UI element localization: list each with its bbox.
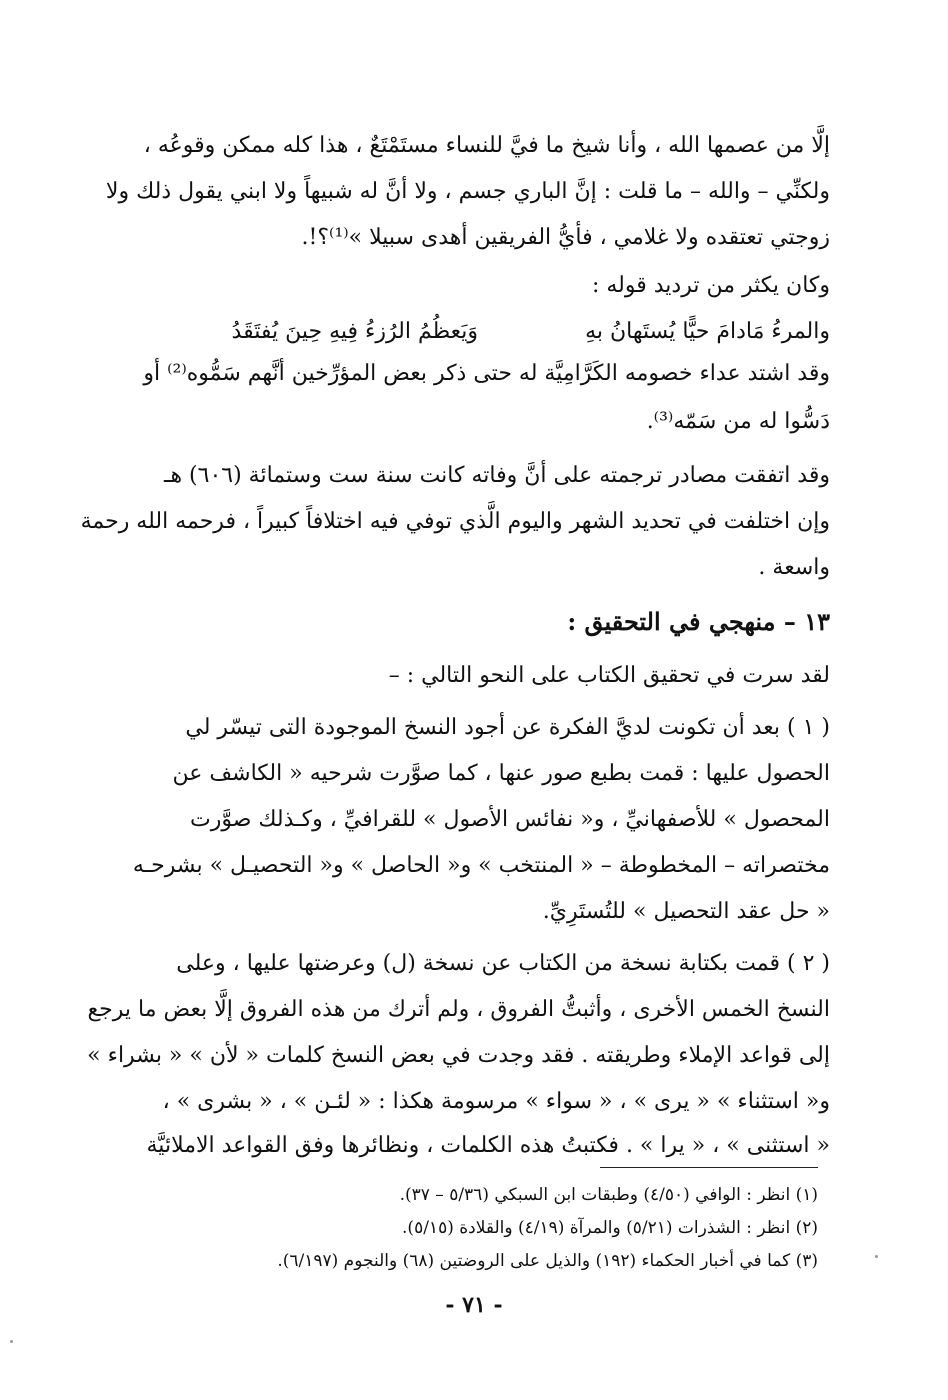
item2-line: ( ٢ ) قمت بكتابة نسخة من الكتاب عن نسخة (ل) وعرضتها عليها ، وعلى <box>176 951 830 976</box>
body-line: وإن اختلفت في تحديد الشهر واليوم الَّذي توفي فيه اختلافاً كبيراً ، فرحمه الله رحمة <box>80 509 830 534</box>
body-line: زوجتي تعتقده ولا غلامي ، فأيُّ الفريقين أهدى سبيلا »⁽¹⁾؟!. <box>301 225 830 250</box>
body-line: واسعة . <box>758 555 830 580</box>
page-number: - ٧١ - <box>445 1292 503 1318</box>
body-line: إلَّا من عصمها الله ، وأنا شيخ ما فيَّ للنساء مستَمْتَعٌ ، هذا كله ممكن وقوعُه ، <box>143 133 830 158</box>
item2-line: و« استثناء » « يرى » ، « سواء » مرسومة هكذا : « لئـن » ، « بشرى » ، <box>162 1089 830 1114</box>
item2-line: « استثنى » ، « يرا » . فكتبتُ هذه الكلمات ، ونظائرها وفق القواعد الاملائيَّة <box>146 1133 830 1158</box>
verse-hemistich-2: وَيَعظُمُ الرُزءُ فِيهِ حِينَ يُفتَقَدُ <box>231 319 478 344</box>
footnote-2: (٢) انظر : الشذرات (٥/٢١) والمرآة (٤/١٩) والقلادة (٥/١٥). <box>402 1218 818 1238</box>
footnote-1: (١) انظر : الوافي (٤/٥٠) وطبقات ابن السبكي (٥/٣٦ – ٣٧). <box>399 1185 818 1205</box>
intro-line: لقد سرت في تحقيق الكتاب على النحو التالي : – <box>388 663 830 688</box>
verse-hemistich-1: والمرءُ مَادامَ حيًّا يُستَهانُ بهِ <box>585 319 830 344</box>
body-line: وكان يكثر من ترديد قوله : <box>591 273 830 298</box>
section-heading: ١٣ – منهجي في التحقيق : <box>567 607 830 636</box>
scan-speck <box>875 1255 878 1258</box>
body-line: ولكنِّي – والله – ما قلت : إنَّ الباري جسم ، ولا أنَّ له شبيهاً ولا ابني يقول ذلك ولا <box>105 179 830 204</box>
body-line: دَسُّوا له من سَمّه⁽³⁾. <box>646 409 830 434</box>
footnote-separator <box>600 1167 818 1168</box>
item1-line: الحصول عليها : قمت بطبع صور عنها ، كما صوَّرت شرحيه « الكاشف عن <box>172 761 830 786</box>
item1-line: ( ١ ) بعد أن تكونت لديَّ الفكرة عن أجود النسخ الموجودة التى تيسّر لي <box>185 715 830 740</box>
scan-speck <box>10 1340 13 1343</box>
footnote-3: (٣) كما في أخبار الحكماء (١٩٢) والذيل على الروضتين (٦٨) والنجوم (٦/١٩٧). <box>277 1251 818 1271</box>
item1-line: « حل عقد التحصيل » للتُستَرِيِّ. <box>542 899 830 924</box>
item1-line: المحصول » للأصفهانيِّ ، و« نفائس الأصول » للقرافيِّ ، وكـذلك صوَّرت <box>190 807 830 832</box>
body-line: وقد اتفقت مصادر ترجمته على أنَّ وفاته كانت سنة ست وستمائة (٦٠٦) هـ <box>164 463 830 488</box>
item1-line: مختصراته – المخطوطة – « المنتخب » و« الحاصل » و« التحصيـل » بشرحـه <box>132 853 830 878</box>
item2-line: النسخ الخمس الأخرى ، وأثبتُّ الفروق ، ولم أترك من هذه الفروق إلَّا بعض ما يرجع <box>87 997 830 1022</box>
item2-line: إلى قواعد الإملاء وطريقته . فقد وجدت في بعض النسخ كلمات « لأن » « بشراء » <box>87 1043 830 1068</box>
body-line: وقد اشتد عداء خصومه الكَرَّامِيَّة له حتى ذكر بعض المؤرِّخين أنَّهم سَمُّوه⁽²⁾ أو <box>143 361 830 386</box>
